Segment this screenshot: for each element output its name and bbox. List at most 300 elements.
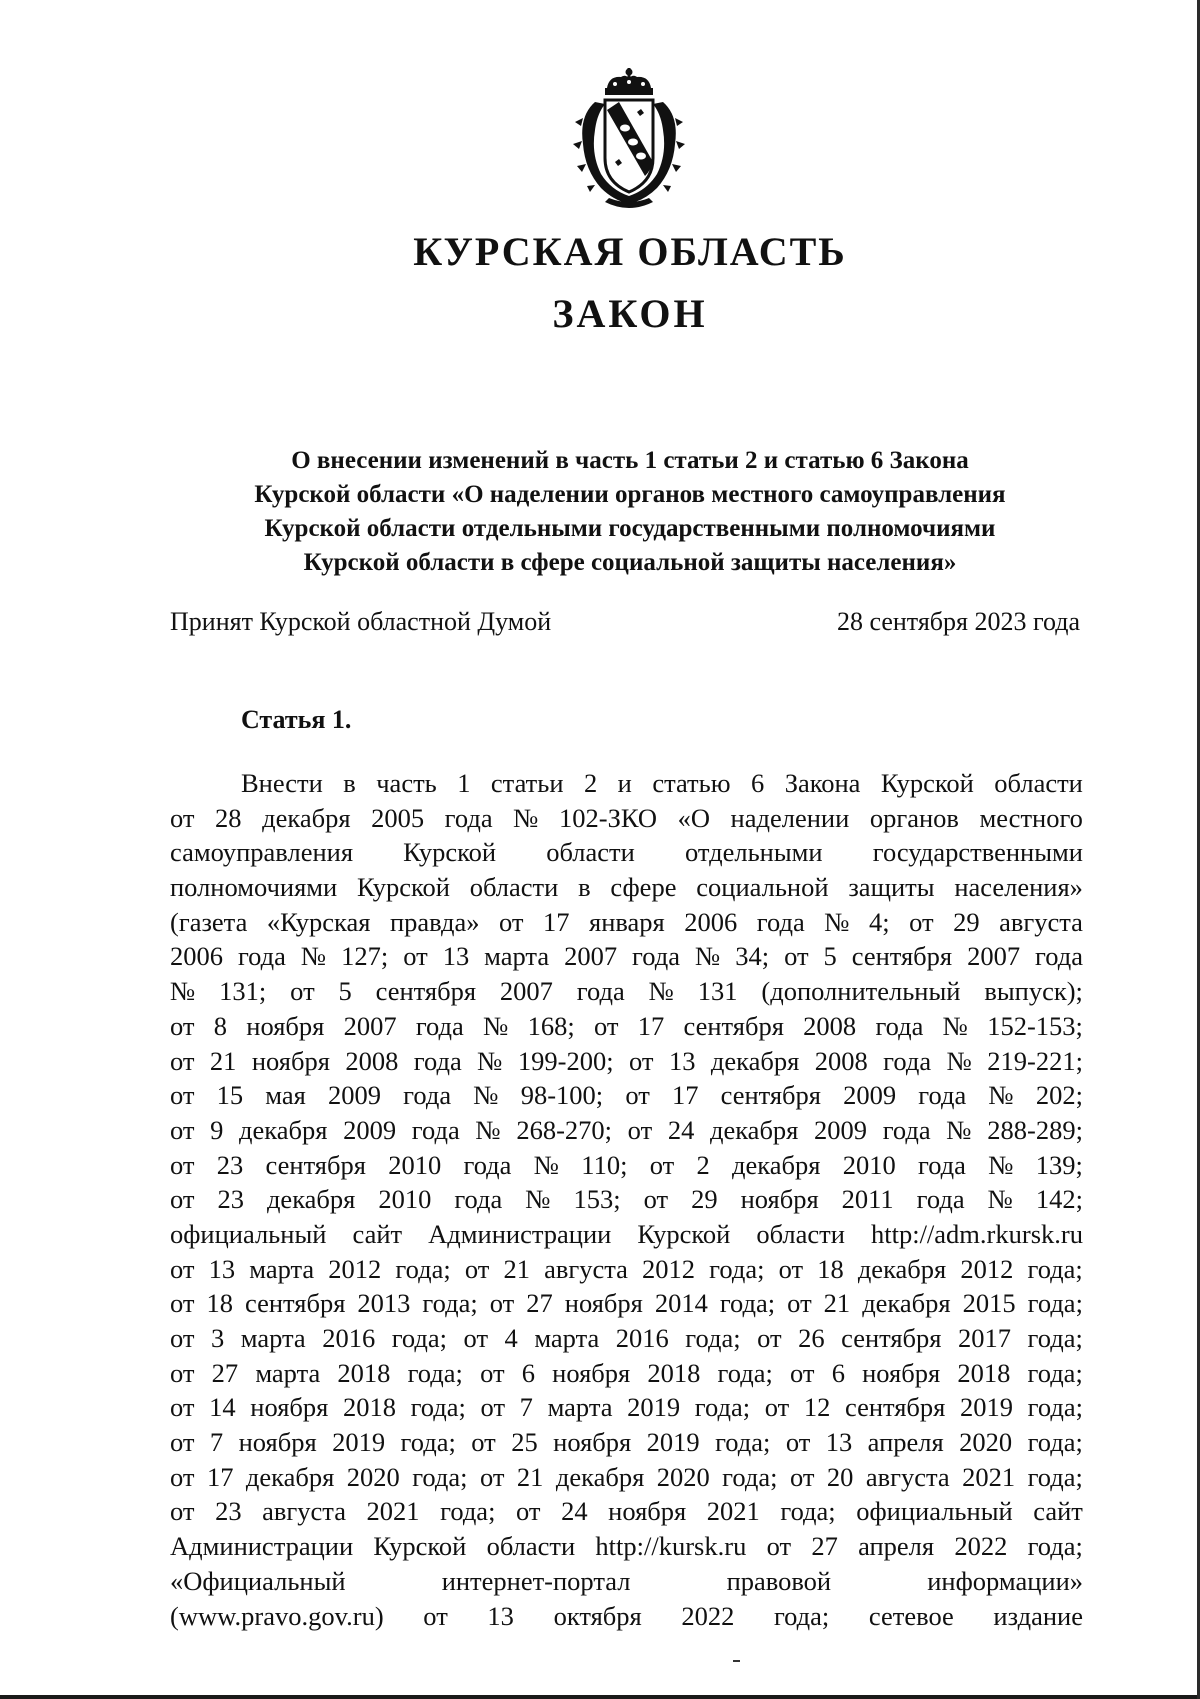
article-word: от	[403, 941, 428, 972]
article-line	[170, 1286, 1083, 1321]
article-word: декабря	[239, 1114, 328, 1145]
article-word: декабря	[555, 1461, 645, 1492]
article-word: 2018	[342, 1392, 396, 1423]
article-word: (www.pravo.gov.ru)	[170, 1600, 384, 1631]
article-word: 17	[543, 906, 570, 937]
article-word: апреля	[858, 1531, 935, 1562]
article-word: полномочиями	[170, 872, 338, 903]
article-word: 17	[206, 1461, 234, 1492]
article-word: марта	[547, 1392, 613, 1423]
article-word: органов	[869, 802, 959, 833]
article-word: №	[170, 976, 196, 1007]
article-word: 2018	[647, 1357, 701, 1388]
article-word: области	[469, 872, 559, 903]
article-word: марта	[240, 1323, 306, 1353]
article-word: декабря	[862, 1288, 951, 1319]
article-word: 6	[521, 1357, 535, 1388]
article-word: 139;	[1035, 1149, 1083, 1180]
article-word: 18	[206, 1288, 233, 1319]
article-line	[170, 1529, 1083, 1564]
article-line	[170, 1182, 1083, 1217]
article-line	[170, 1113, 1083, 1148]
article-word: сентября	[844, 1392, 946, 1423]
article-word: года	[413, 1045, 462, 1076]
article-word: 12	[803, 1392, 831, 1423]
article-word: от	[170, 1114, 195, 1145]
article-line	[170, 1390, 1083, 1425]
article-word: от	[909, 906, 934, 937]
article-word: года;	[773, 1600, 830, 1631]
article-word: года;	[395, 1253, 451, 1284]
article-line	[170, 1494, 1083, 1529]
article-word: года;	[1027, 1392, 1083, 1423]
article-line	[170, 766, 1083, 801]
article-word: №	[525, 1184, 551, 1215]
article-word: 24	[561, 1496, 588, 1527]
article-word: года	[411, 1114, 460, 1145]
article-word: от	[170, 1427, 195, 1458]
article-word: от	[480, 1357, 505, 1388]
article-word: №	[987, 1184, 1013, 1215]
article-word: (дополнительный	[761, 976, 961, 1007]
article-word: года;	[722, 1461, 778, 1492]
article-word: №	[946, 1045, 972, 1076]
article-word: интернет-портал	[441, 1565, 631, 1596]
article-word: от	[785, 1427, 811, 1458]
article-word: 2006	[170, 941, 223, 972]
article-word: 2020	[346, 1461, 400, 1492]
article-word: от	[464, 1253, 490, 1284]
article-word: от	[757, 1323, 782, 1353]
article-word: 25	[511, 1427, 538, 1458]
article-word: 142;	[1035, 1184, 1083, 1215]
article-word: 110;	[581, 1149, 628, 1180]
article-word: ноября	[553, 1427, 632, 1458]
article-word: от	[170, 1080, 195, 1111]
article-word: №	[300, 941, 327, 972]
article-word: года	[444, 802, 493, 833]
article-word: сентября	[851, 941, 953, 972]
article-word: 5	[823, 941, 837, 972]
article-word: социальной	[696, 872, 829, 903]
article-word: от	[764, 1392, 790, 1423]
article-word: ноября	[608, 1496, 687, 1527]
article-word: 2009	[328, 1080, 381, 1111]
article-word: года	[756, 906, 805, 937]
article-word: от	[625, 1080, 650, 1111]
article-word: года;	[391, 1323, 448, 1353]
article-word: от	[629, 1045, 654, 1076]
article-word: Курской	[373, 1531, 467, 1562]
article-word: 6	[831, 1357, 845, 1388]
article-word: года	[415, 1010, 464, 1041]
article-word: защиты	[848, 872, 935, 903]
article-word: от	[170, 1323, 195, 1353]
title-line: Курской области «О наделении органов местного самоуправления	[254, 481, 1006, 508]
article-line	[170, 835, 1083, 870]
article-word: №	[513, 802, 539, 833]
article-word: 7	[519, 1392, 533, 1423]
article-word: от	[170, 1496, 195, 1527]
article-word: 4;	[869, 906, 890, 937]
article-word: №	[648, 976, 674, 1007]
article-word: ноября	[862, 1357, 941, 1388]
article-word: 34;	[735, 941, 770, 972]
article-word: года	[454, 1184, 503, 1215]
article-heading: Статья 1.	[241, 705, 352, 734]
article-word: сентября	[841, 1323, 942, 1353]
article-word: 2007	[564, 941, 618, 972]
article-word: 2021	[706, 1496, 760, 1527]
article-word: от	[516, 1496, 541, 1527]
article-word: Закона	[784, 768, 861, 798]
article-word: от	[423, 1600, 448, 1631]
article-word: 2012	[642, 1253, 696, 1284]
article-word: Курской	[357, 872, 450, 903]
article-word: года;	[1027, 1461, 1083, 1492]
article-word: 2	[583, 768, 598, 798]
article-word: 20	[826, 1461, 854, 1492]
article-line	[170, 905, 1083, 940]
article-word: года;	[780, 1496, 836, 1527]
article-word: 6	[750, 768, 765, 798]
article-line	[170, 1564, 1083, 1599]
article-word: №	[533, 1149, 560, 1180]
article-word: 4	[504, 1323, 518, 1353]
article-word: 168;	[527, 1010, 575, 1041]
article-word: 2016	[322, 1323, 376, 1353]
article-word: августа	[999, 906, 1083, 937]
article-word: года	[917, 1149, 966, 1180]
article-word: Внести	[241, 768, 323, 798]
article-word: 15	[216, 1080, 244, 1111]
article-word: 2012	[328, 1253, 382, 1284]
article-word: 2016	[615, 1323, 669, 1353]
article-word: 2018	[957, 1357, 1011, 1388]
article-word: сентября	[720, 1080, 821, 1111]
article-word: года	[1035, 941, 1083, 972]
article-word: Курской	[880, 768, 974, 798]
article-word: марта	[534, 1323, 600, 1353]
article-word: 2022	[954, 1531, 1008, 1562]
article-word: августа	[262, 1496, 346, 1527]
article-word: государственными	[872, 837, 1083, 868]
article-word: в	[578, 872, 591, 903]
document-type-heading: ЗАКОН	[552, 291, 708, 336]
article-word: 98-100;	[520, 1080, 604, 1111]
article-word: апреля	[867, 1427, 944, 1458]
article-word: от	[766, 1531, 792, 1562]
article-word: 24	[667, 1114, 695, 1145]
article-word: года;	[715, 1427, 771, 1458]
article-line	[170, 1425, 1083, 1460]
article-word: года;	[1027, 1357, 1083, 1388]
article-word: от	[627, 1114, 653, 1145]
article-word: 2018	[337, 1357, 391, 1388]
article-word: Администрации	[428, 1218, 612, 1249]
article-word: области	[756, 1218, 845, 1249]
article-word: 288-289;	[987, 1114, 1083, 1145]
article-word: от	[290, 976, 315, 1007]
article-word: 2011	[841, 1184, 894, 1215]
article-word: 23	[217, 1184, 244, 1215]
article-word: 2019	[627, 1392, 681, 1423]
article-word: 2	[696, 1149, 710, 1180]
article-word: года;	[422, 1288, 478, 1319]
article-word: от	[594, 1010, 619, 1041]
article-word: правовой	[726, 1565, 832, 1596]
article-word: 29	[953, 906, 980, 937]
article-word: сайт	[352, 1218, 403, 1249]
article-word: от	[170, 1149, 195, 1180]
article-word: 2019	[960, 1392, 1013, 1423]
article-word: года;	[400, 1427, 456, 1458]
article-word: и	[617, 768, 632, 798]
article-word: от	[649, 1149, 675, 1180]
article-word: «Официальный	[170, 1565, 346, 1596]
article-word: области	[994, 768, 1083, 798]
article-word: 2009	[814, 1114, 868, 1145]
article-word: «О	[677, 802, 710, 833]
article-word: 202;	[1035, 1080, 1083, 1111]
article-word: марта	[249, 1253, 315, 1284]
article-word: года;	[717, 1357, 773, 1388]
article-word: 8	[213, 1010, 227, 1041]
region-heading: КУРСКАЯ ОБЛАСТЬ	[413, 229, 847, 274]
article-word: года	[875, 1010, 924, 1041]
article-word: от	[471, 1427, 496, 1458]
article-word: 13	[442, 941, 470, 972]
article-word: 2021	[366, 1496, 420, 1527]
article-word: года;	[1027, 1288, 1083, 1319]
article-word: года	[576, 976, 625, 1007]
article-word: от	[790, 1357, 815, 1388]
article-word: сайт	[1033, 1496, 1083, 1527]
article-word: 21	[503, 1253, 530, 1284]
article-line	[170, 1078, 1083, 1113]
article-word: 13	[825, 1427, 853, 1458]
article-line	[170, 1460, 1083, 1495]
article-word: 268-270;	[516, 1114, 613, 1145]
article-word: года;	[407, 1357, 463, 1388]
article-word: в	[343, 768, 356, 798]
article-word: 27	[211, 1357, 239, 1388]
article-word: №	[694, 941, 721, 972]
article-word: октября	[553, 1600, 642, 1631]
article-word: 127;	[341, 941, 389, 972]
article-word: декабря	[245, 1461, 335, 1492]
article-word: от	[170, 1392, 195, 1423]
title-line: Курской области отдельными государственными полномочиями	[264, 515, 996, 542]
article-word: года;	[1027, 1531, 1083, 1562]
article-word: 2013	[357, 1288, 411, 1319]
article-word: 13	[208, 1253, 236, 1284]
article-line	[170, 1252, 1083, 1287]
article-word: августа	[544, 1253, 628, 1284]
article-word: 2014	[654, 1288, 708, 1319]
article-word: (газета	[170, 906, 248, 937]
article-word: 2007	[499, 976, 553, 1007]
article-line	[170, 974, 1083, 1009]
article-word: года;	[1027, 1253, 1083, 1284]
article-word: 2020	[959, 1427, 1013, 1458]
article-word: 2015	[962, 1288, 1016, 1319]
article-word: 2008	[814, 1045, 868, 1076]
article-word: области	[486, 1531, 576, 1562]
article-word: №	[988, 1149, 1014, 1180]
article-word: года;	[440, 1496, 496, 1527]
article-word: от	[170, 1288, 195, 1319]
article-word: правда»	[389, 906, 480, 937]
article-line	[170, 801, 1083, 836]
article-word: ноября	[238, 1427, 317, 1458]
article-word: часть	[376, 768, 437, 798]
article-word: 2009	[343, 1114, 397, 1145]
article-line	[170, 1148, 1083, 1183]
article-word: декабря	[262, 802, 351, 833]
article-word: http://kursk.ru	[595, 1531, 747, 1562]
article-body	[170, 766, 1083, 1633]
article-word: 2009	[843, 1080, 897, 1111]
article-word: года	[237, 941, 286, 972]
article-line	[170, 939, 1083, 974]
article-word: 2012	[960, 1253, 1014, 1284]
article-word: 2019	[332, 1427, 386, 1458]
article-line	[170, 1044, 1083, 1079]
article-word: №	[824, 906, 850, 937]
title-line: Курской области в сфере социальной защиты населения»	[303, 549, 957, 576]
article-word: от	[170, 1461, 195, 1492]
article-word: 199-200;	[517, 1045, 614, 1076]
article-word: 17	[637, 1010, 665, 1041]
scan-bottom-edge	[0, 1695, 1200, 1699]
article-word: от	[170, 1253, 195, 1284]
article-word: официальный	[170, 1218, 327, 1249]
article-word: марта	[255, 1357, 321, 1388]
adopted-by: Принят Курской областной Думой	[170, 607, 552, 636]
article-word: декабря	[266, 1184, 356, 1215]
article-word: №	[477, 1045, 503, 1076]
article-word: января	[589, 906, 665, 937]
article-line	[170, 1009, 1083, 1044]
article-word: от	[784, 941, 809, 972]
article-word: статью	[652, 768, 731, 798]
article-word: Курской	[637, 1218, 731, 1249]
article-word: 21	[516, 1461, 544, 1492]
article-word: от	[787, 1288, 812, 1319]
article-word: года;	[1027, 1323, 1083, 1353]
article-word: от	[480, 1392, 506, 1423]
article-word: области	[546, 837, 635, 868]
article-word: 13	[487, 1600, 514, 1631]
article-word: сентября	[375, 976, 477, 1007]
article-word: от	[778, 1253, 804, 1284]
article-word: статьи	[490, 768, 564, 798]
article-word: «Курская	[266, 906, 371, 937]
article-word: 28	[215, 802, 242, 833]
article-word: года;	[694, 1392, 751, 1423]
article-word: от	[170, 802, 195, 833]
article-word: 2019	[646, 1427, 700, 1458]
law-title	[170, 444, 1090, 580]
article-word: отдельными	[684, 837, 823, 868]
article-word: года	[883, 1045, 932, 1076]
article-word: от	[789, 1461, 815, 1492]
article-word: декабря	[709, 1114, 799, 1145]
article-word: 13	[668, 1045, 696, 1076]
article-word: 219-221;	[987, 1045, 1083, 1076]
article-word: года	[916, 1184, 965, 1215]
article-word: декабря	[732, 1149, 821, 1180]
article-word: издание	[993, 1600, 1083, 1631]
article-word: года;	[410, 1392, 466, 1423]
article-word: населения»	[954, 872, 1083, 903]
article-word: 9	[210, 1114, 224, 1145]
article-word: от	[170, 1184, 195, 1215]
article-word: 2010	[842, 1149, 896, 1180]
article-word: от	[489, 1288, 515, 1319]
page-footer-mark	[733, 1660, 740, 1662]
article-word: августа	[865, 1461, 950, 1492]
article-word: №	[473, 1080, 499, 1111]
article-word: 2007	[967, 941, 1021, 972]
article-word: выпуск);	[984, 976, 1083, 1007]
article-word: года	[403, 1080, 452, 1111]
article-word: официальный	[856, 1496, 1013, 1527]
article-word: 2005	[371, 802, 425, 833]
article-word: 5	[338, 976, 352, 1007]
article-word: 2006	[684, 906, 738, 937]
article-word: ноября	[564, 1288, 643, 1319]
article-word: ноября	[250, 1392, 329, 1423]
article-word: ноября	[552, 1357, 631, 1388]
article-word: Администрации	[170, 1531, 354, 1562]
title-line: О внесении изменений в часть 1 статьи 2 и статью 6 Закона	[291, 447, 969, 474]
article-word: №	[988, 1080, 1014, 1111]
article-word: года;	[1027, 1427, 1083, 1458]
article-word: 17	[671, 1080, 699, 1111]
article-word: от	[499, 906, 524, 937]
article-word: 7	[209, 1427, 224, 1458]
article-word: 2008	[345, 1045, 399, 1076]
article-word: информации»	[927, 1565, 1083, 1596]
kursk-coat-of-arms-icon	[565, 66, 693, 212]
article-word: наделении	[730, 802, 850, 833]
article-word: 3	[211, 1323, 225, 1353]
article-word: 26	[798, 1323, 825, 1353]
article-word: сентября	[245, 1288, 346, 1319]
article-word: декабря	[857, 1253, 947, 1284]
article-word: №	[483, 1010, 509, 1041]
article-word: декабря	[710, 1045, 800, 1076]
article-word: марта	[484, 941, 550, 972]
article-word: 23	[215, 1496, 242, 1527]
article-word: Курской	[403, 837, 497, 868]
article-word: 2021	[962, 1461, 1016, 1492]
article-word: от	[170, 1045, 195, 1076]
article-word: от	[170, 1010, 195, 1041]
article-word: 2022	[681, 1600, 735, 1631]
article-word: года;	[709, 1253, 765, 1284]
article-word: 1	[457, 768, 471, 798]
article-word: ноября	[246, 1010, 325, 1041]
article-word: 21	[823, 1288, 851, 1319]
article-word: ноября	[251, 1045, 330, 1076]
article-word: 27	[526, 1288, 553, 1319]
article-word: №	[475, 1114, 501, 1145]
article-word: года	[463, 1149, 512, 1180]
adoption-date: 28 сентября 2023 года	[836, 607, 1080, 636]
